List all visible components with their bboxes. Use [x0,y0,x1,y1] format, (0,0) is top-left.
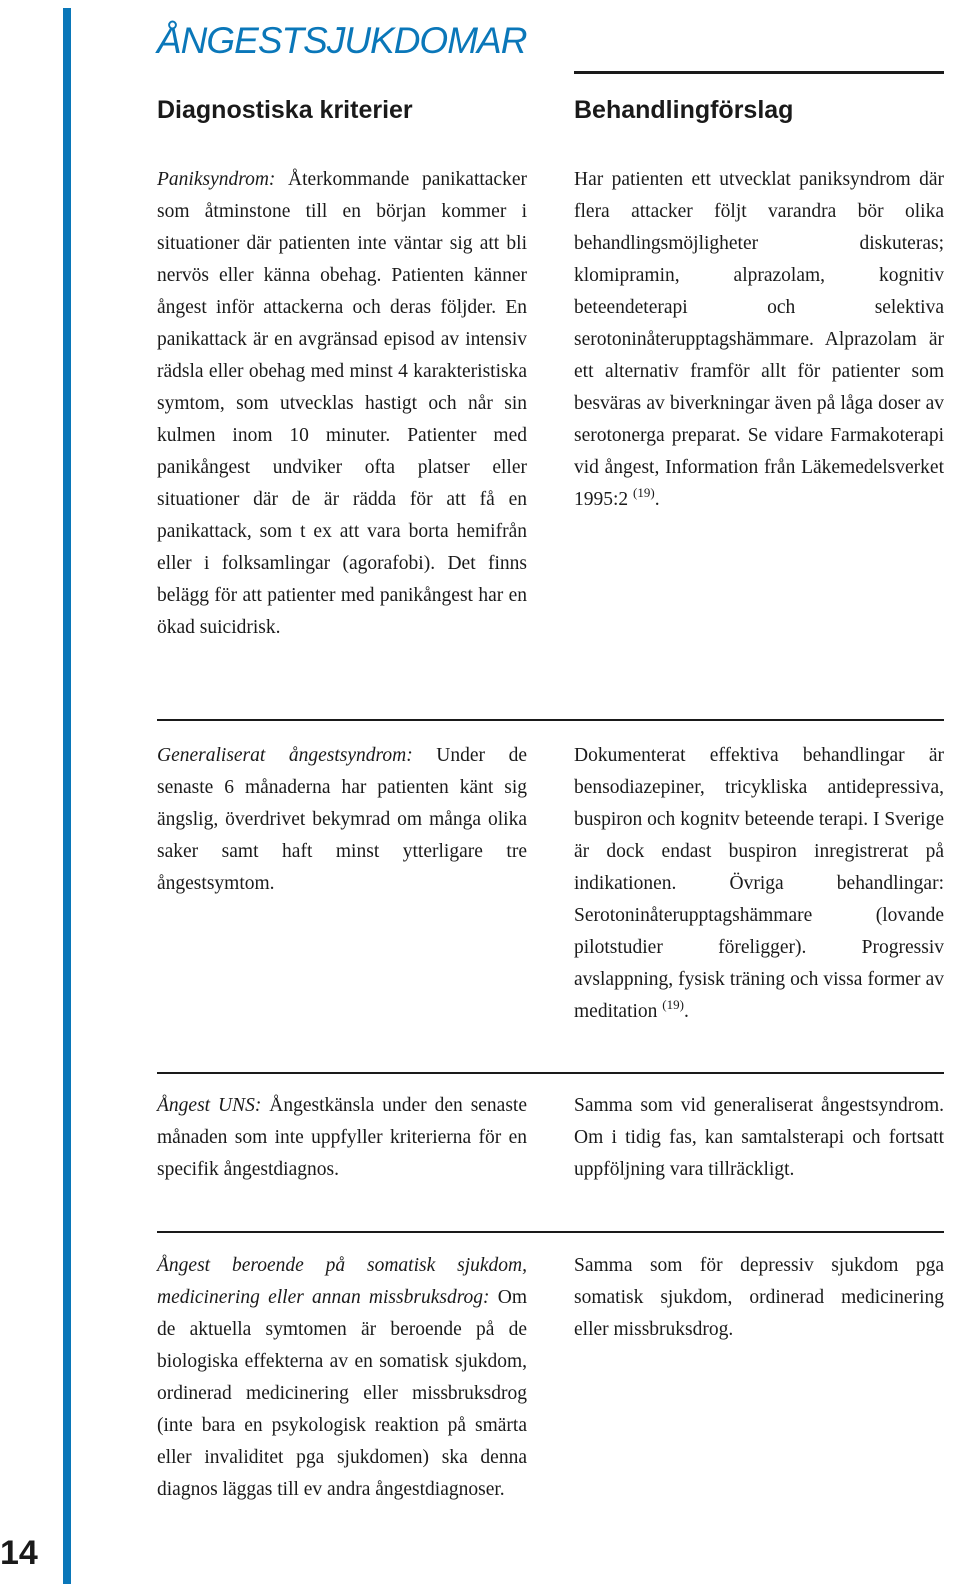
treatment-text: Samma som för depressiv sjukdom pga somatisk sjukdom, ordinerad medicinering eller missbruksdrog. [574,1255,944,1340]
criteria-text: Återkommande panikattacker som åtminstone till en början kommer i situationer där patienten inte väntar sig att bli nervös eller känna obehag. Patienten känner ångest inför attackerna och deras följder. En panikattack är en avgränsad episod av intensiv rädsla eller obehag med minst 4 karakteristiska symtom, som utvecklas hastigt och når sin kulmen inom 10 minuter. Patienter med panikångest undviker ofta platser eller situationer där de är rädda för att få en panikattack, som t ex att vara borta hemifrån eller i folksamlingar (agorafobi). Det finns belägg för att patienter med panikångest har en ökad suicidrisk. [157,169,527,638]
reference-number: (19) [633,485,655,500]
criteria-text: Under de senaste 6 månaderna har patienten känt sig ängslig, överdrivet bekymrad om många olika saker samt haft minst ytterligare tre ångestsymtom. [157,745,527,894]
row-divider [157,1231,944,1233]
sentence-end: . [654,489,660,510]
treatment-panic-syndrome [574,164,944,516]
criteria-anxiety-nos [157,1090,527,1186]
header-rule [574,71,944,74]
treatment-somatic-anxiety [574,1250,944,1346]
criteria-panic-syndrome [157,164,527,644]
treatment-text: Samma som vid generaliserat ångestsyndrom. Om i tidig fas, kan samtalsterapi och fortsatt uppföljning vara tillräckligt. [574,1095,944,1180]
criteria-somatic-anxiety [157,1250,527,1506]
sentence-end: . [683,1001,689,1022]
row-divider [157,719,944,721]
treatment-text: Har patienten ett utvecklat paniksyndrom där flera attacker följt varandra bör olika behandlingsmöjligheter diskuteras; klomipramin, alprazolam, kognitiv beteendeterapi och selektiva serotoninåterupptagshämmare. Alprazolam är ett alternativ framför allt för patienter som besväras av biverkningar även på låga doser av serotonerga preparat. Se vidare Farmakoterapi vid ångest, Information från Läkemedelsverket 1995:2 [574,169,944,510]
reference-number: (19) [662,997,684,1012]
term-label: Paniksyndrom: [157,169,276,190]
criteria-text: Om de aktuella symtomen är beroende på de biologiska effekterna av en somatisk sjukdom, ordinerad medicinering eller missbruksdrog (inte bara en psykologisk reaktion på smärta eller invaliditet pga sjukdomen) ska denna diagnos läggas till ev andra ångestdiagnoser. [157,1287,527,1500]
term-label: Generaliserat ångestsyndrom: [157,745,413,766]
criteria-generalized-anxiety [157,740,527,900]
treatment-text: Dokumenterat effektiva behandlingar är bensodiazepiner, tricykliska antidepressiva, buspiron och kognitv beteende terapi. I Sverige är dock endast buspiron inregistrerat på indikationen. Övriga behandlingar: Serotoninåterupptagshämmare (lovande pilotstudier föreligger). Progressiv avslappning, fysisk träning och vissa former av meditation [574,745,944,1022]
treatment-anxiety-nos [574,1090,944,1186]
row-divider [157,1072,944,1074]
left-column-heading: Diagnostiska kriterier [157,96,413,124]
page-title: ÅNGESTSJUKDOMAR [157,20,527,61]
right-column-heading: Behandlingförslag [574,96,794,124]
term-label: Ångest beroende på somatisk sjukdom, medicinering eller annan missbruksdrog: [157,1255,527,1308]
treatment-generalized-anxiety [574,740,944,1028]
page-number: 14 [0,1534,38,1572]
term-label: Ångest UNS: [157,1095,262,1116]
criteria-text: Ångestkänsla under den senaste månaden som inte uppfyller kriterierna för en specifik ångestdiagnos. [157,1095,527,1180]
accent-bar [63,8,71,1584]
